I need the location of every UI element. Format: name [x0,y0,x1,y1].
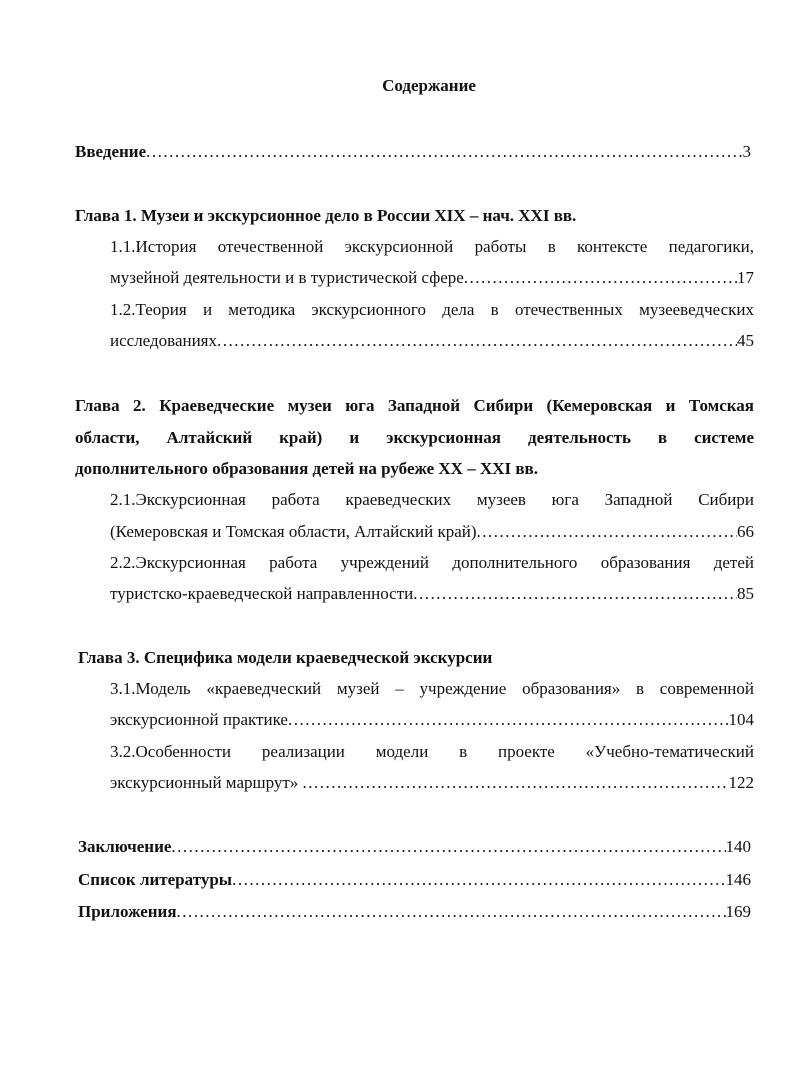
toc-title: Содержание [382,76,476,95]
section-text: музейной деятельности и в туристической сфере [110,268,464,287]
toc-entry-label: Заключение [78,837,172,856]
chapter-1-heading[interactable]: Глава 1. Музеи и экскурсионное дело в России XIX – нач. XXI вв. [75,206,577,225]
section-page: 45 [737,331,754,350]
section-3-2-line1[interactable] [110,740,754,764]
leader-dots [171,835,725,859]
toc-entry-label: Список литературы [78,870,233,889]
section-text: 1.1.История отечественной экскурсионной работы в контексте педагогики, [110,237,754,256]
chapter-heading-text: области, Алтайский край) и экскурсионная деятельность в системе [75,428,754,447]
toc-entry-intro[interactable] [75,140,751,164]
section-2-2-line2[interactable] [110,582,754,606]
section-page: 66 [737,522,754,541]
leader-dots [477,520,737,544]
section-text: (Кемеровская и Томская области, Алтайский край) [110,522,477,541]
toc-entry-label: Введение [75,142,147,161]
section-text: исследованиях [110,331,218,350]
toc-entry-bibliography[interactable] [78,868,751,892]
section-3-2-line2[interactable] [110,771,754,795]
section-text: 2.2.Экскурсионная работа учреждений дополнительного образования детей [110,553,754,572]
chapter-heading-text: Глава 2. Краеведческие музеи юга Западной Сибири (Кемеровская и Томская [75,396,754,415]
section-text: 3.1.Модель «краеведческий музей – учреждение образования» в современной [110,679,754,698]
toc-entry-page: 169 [725,902,751,921]
leader-dots [232,868,725,892]
toc-entry-conclusion[interactable] [78,835,751,859]
section-text: экскурсионной практике [110,710,288,729]
chapter-2-heading-line2[interactable] [75,426,754,450]
leader-dots [464,266,737,290]
section-3-1-line1[interactable] [110,677,754,701]
chapter-3-heading[interactable]: Глава 3. Специфика модели краеведческой экскурсии [78,648,493,667]
toc-entry-label: Приложения [78,902,177,921]
section-1-2-line1[interactable] [110,298,754,322]
section-page: 122 [728,773,754,792]
section-page: 17 [737,268,754,287]
section-text: туристско-краеведческой направленности [110,584,414,603]
section-page: 85 [737,584,754,603]
section-2-1-line2[interactable] [110,520,754,544]
leader-dots [146,140,742,164]
leader-dots [217,329,737,353]
toc-entry-page: 3 [742,142,751,161]
leader-dots [413,582,737,606]
chapter-2-heading-line1[interactable] [75,394,754,418]
section-text: 3.2.Особенности реализации модели в проекте «Учебно-тематический [110,742,754,761]
leader-dots [177,900,726,924]
leader-dots [303,771,729,795]
section-2-2-line1[interactable] [110,551,754,575]
chapter-2-heading-line3[interactable]: дополнительного образования детей на рубеже XX – XXI вв. [75,459,538,478]
section-text: экскурсионный маршрут» [110,773,303,792]
section-text: 1.2.Теория и методика экскурсионного дела в отечественных музееведческих [110,300,754,319]
section-1-2-line2[interactable] [110,329,754,353]
section-2-1-line1[interactable] [110,488,754,512]
toc-entry-appendices[interactable] [78,900,751,924]
section-3-1-line2[interactable] [110,708,754,732]
leader-dots [288,708,729,732]
toc-entry-page: 146 [725,870,751,889]
toc-entry-page: 140 [725,837,751,856]
section-1-1-line1[interactable] [110,235,754,259]
section-text: 2.1.Экскурсионная работа краеведческих музеев юга Западной Сибири [110,490,754,509]
section-1-1-line2[interactable] [110,266,754,290]
section-page: 104 [728,710,754,729]
